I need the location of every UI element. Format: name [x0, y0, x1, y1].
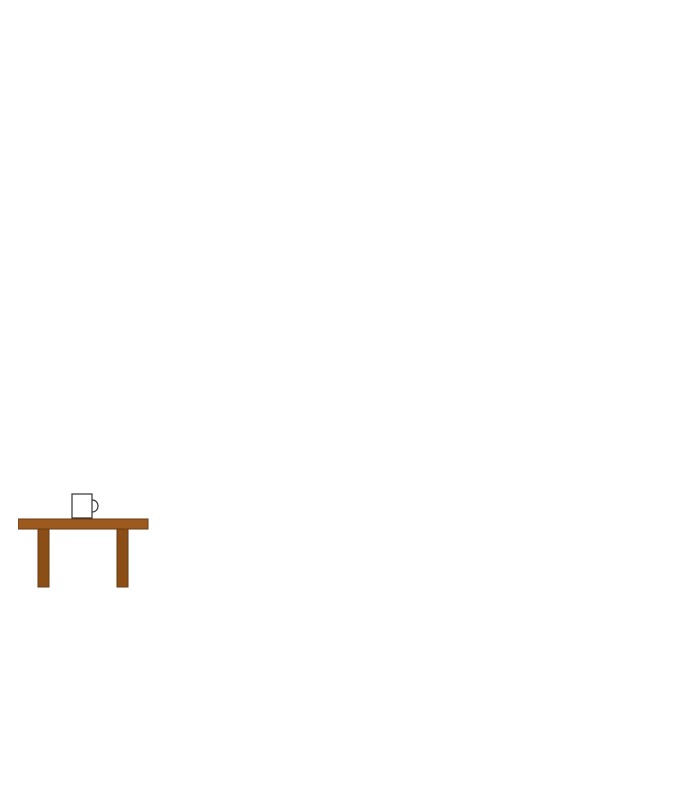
question-2-density-relation	[18, 240, 46, 259]
table-with-cup-figure	[18, 492, 150, 592]
table-icon	[18, 519, 148, 587]
cup-icon	[72, 494, 98, 518]
question-1-option-c	[14, 171, 16, 188]
